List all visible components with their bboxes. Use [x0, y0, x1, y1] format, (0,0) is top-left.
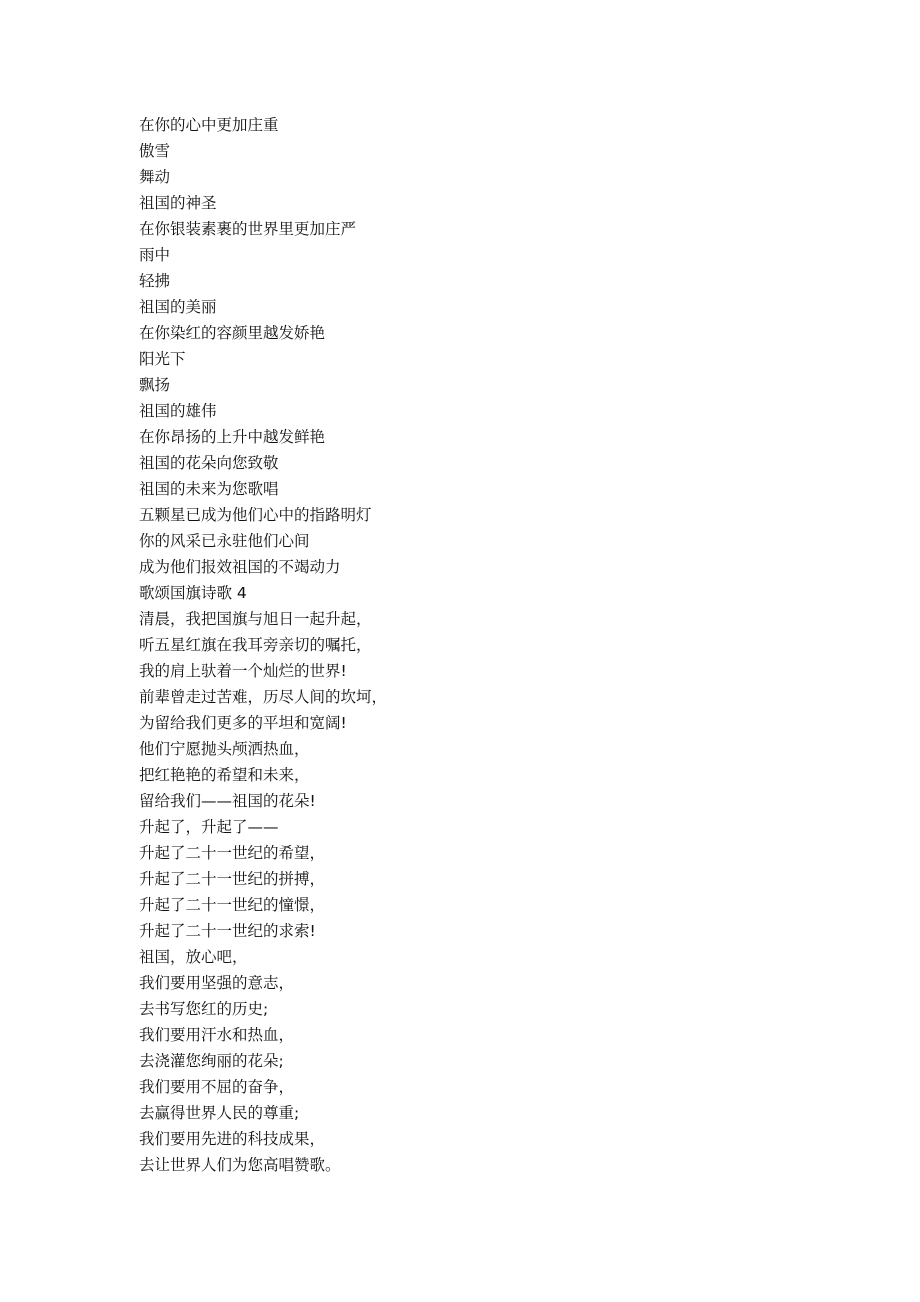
- poem-line-29: 升起了二十一世纪的希望，: [139, 844, 326, 862]
- poem-line-15: 祖国的未来为您歌唱: [139, 480, 279, 498]
- poem-line-13: 在你昂扬的上升中越发鲜艳: [139, 428, 326, 446]
- poem-line-38: 我们要用不屈的奋争，: [139, 1078, 295, 1096]
- poem-line-11: 飘扬: [139, 376, 171, 394]
- poem-text-block: [139, 112, 839, 1178]
- poem-line-3: 舞动: [139, 168, 171, 186]
- poem-line-28: 升起了，升起了——: [139, 818, 279, 836]
- poem-line-35: 去书写您红的历史;: [139, 1000, 269, 1018]
- poem-line-8: 祖国的美丽: [139, 298, 217, 316]
- poem-line-16: 五颗星已成为他们心中的指路明灯: [139, 506, 372, 524]
- poem-line-17: 你的风采已永驻他们心间: [139, 532, 310, 550]
- poem-line-30: 升起了二十一世纪的拼搏，: [139, 870, 326, 888]
- poem-line-37: 去浇灌您绚丽的花朵;: [139, 1052, 284, 1070]
- poem-line-12: 祖国的雄伟: [139, 402, 217, 420]
- poem-line-6: 雨中: [139, 246, 171, 264]
- poem-line-9: 在你染红的容颜里越发娇艳: [139, 324, 326, 342]
- poem-line-25: 他们宁愿抛头颅洒热血，: [139, 740, 310, 758]
- poem-line-33: 祖国，放心吧，: [139, 948, 248, 966]
- poem-line-14: 祖国的花朵向您致敬: [139, 454, 279, 472]
- poem-line-39: 去赢得世界人民的尊重;: [139, 1104, 300, 1122]
- poem-line-22: 我的肩上驮着一个灿烂的世界!: [139, 662, 347, 680]
- poem-line-4: 祖国的神圣: [139, 194, 217, 212]
- poem-line-21: 听五星红旗在我耳旁亲切的嘱托，: [139, 636, 372, 654]
- poem-line-40: 我们要用先进的科技成果，: [139, 1130, 326, 1148]
- poem-line-34: 我们要用坚强的意志，: [139, 974, 295, 992]
- poem-line-5: 在你银装素裹的世界里更加庄严: [139, 220, 357, 238]
- poem-line-36: 我们要用汗水和热血，: [139, 1026, 295, 1044]
- poem-line-20: 清晨，我把国旗与旭日一起升起，: [139, 610, 372, 628]
- poem-line-27: 留给我们——祖国的花朵!: [139, 792, 316, 810]
- poem-line-23: 前辈曾走过苦难，历尽人间的坎坷，: [139, 688, 388, 706]
- poem-line-1: 在你的心中更加庄重: [139, 116, 279, 134]
- poem-line-41: 去让世界人们为您高唱赞歌。: [139, 1156, 341, 1174]
- poem-line-18: 成为他们报效祖国的不竭动力: [139, 558, 341, 576]
- poem-line-2: 傲雪: [139, 142, 171, 160]
- poem-line-31: 升起了二十一世纪的憧憬，: [139, 896, 326, 914]
- poem-line-10: 阳光下: [139, 350, 186, 368]
- poem-line-24: 为留给我们更多的平坦和宽阔!: [139, 714, 347, 732]
- poem-line-7: 轻拂: [139, 272, 171, 290]
- section-heading: 歌颂国旗诗歌 4: [139, 584, 247, 602]
- poem-line-26: 把红艳艳的希望和未来，: [139, 766, 310, 784]
- poem-line-32: 升起了二十一世纪的求索!: [139, 922, 316, 940]
